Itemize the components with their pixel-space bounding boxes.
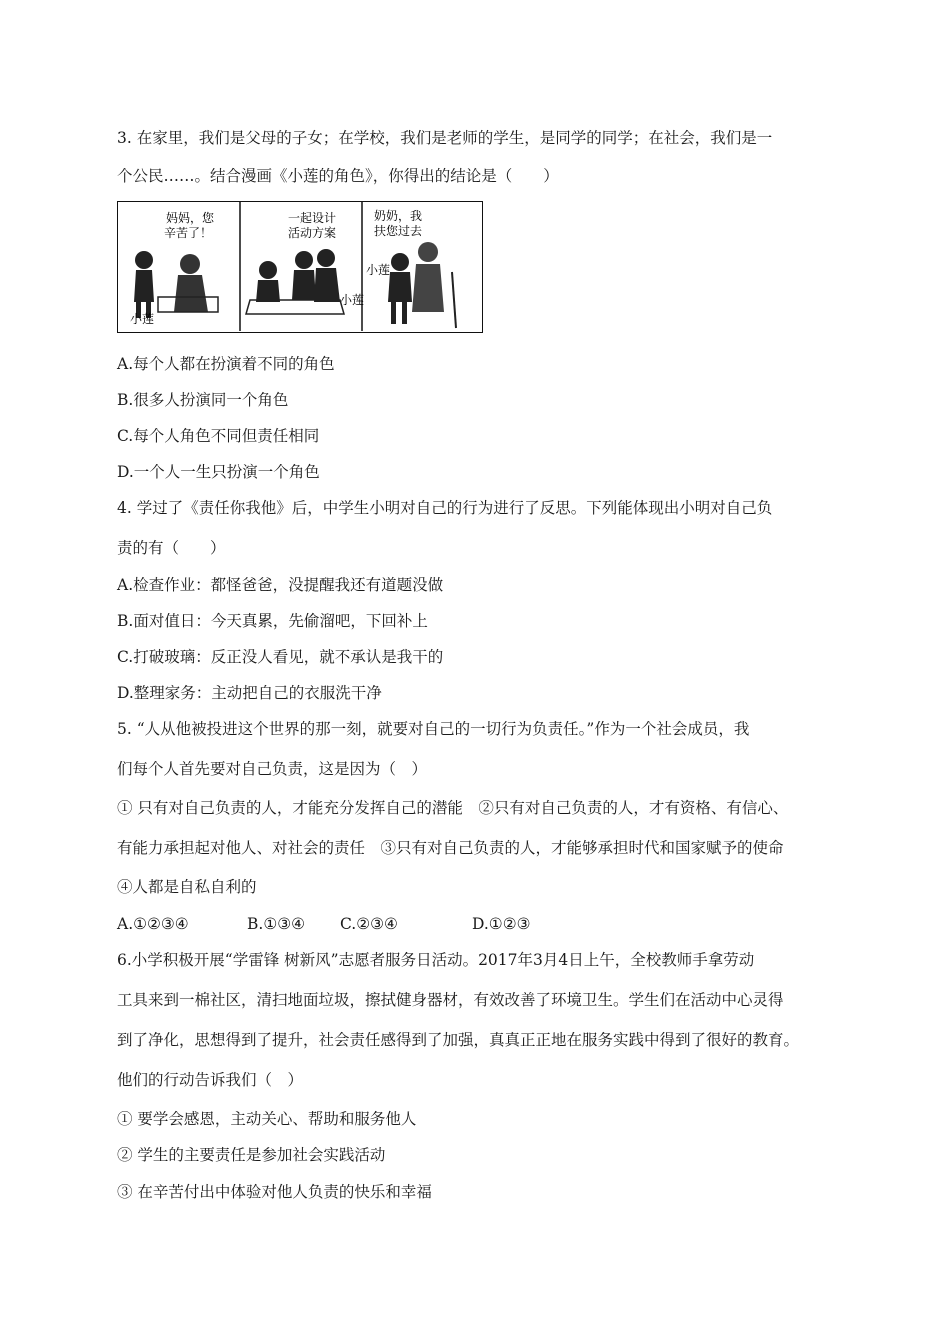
q4-option-c: C.打破玻璃：反正没人看见，就不承认是我干的: [117, 648, 444, 666]
q6-stem-line1: 6.小学积极开展“学雷锋 树新风”志愿者服务日活动。2017年3月4日上午，全校教师手拿劳动: [117, 951, 755, 969]
q3-option-a: A.每个人都在扮演着不同的角色: [117, 355, 335, 373]
comic-panel-3: [366, 208, 456, 328]
panel2-name-label: 小莲: [340, 293, 365, 307]
q4-stem-line2: 责的有（ ）: [117, 539, 226, 557]
comic-panel-1: [130, 210, 218, 326]
q3-option-b: B.很多人扮演同一个角色: [117, 391, 289, 409]
panel3-bubble-line2: 扶您过去: [374, 224, 423, 238]
mother-figure: [174, 254, 208, 312]
q5-stem-line1: 5. “人从他被投进这个世界的那一刻，就要对自己的一切行为负责任。”作为一个社会成员，我: [117, 720, 750, 738]
q5-statement-line2: 有能力承担起对他人、对社会的责任 ③只有对自己负责的人，才能够承担时代和国家赋予的使命: [117, 839, 784, 857]
comic-panel-2: [246, 210, 364, 314]
q3-option-d: D.一个人一生只扮演一个角色: [117, 463, 320, 481]
q4-stem-line1: 4. 学过了《责任你我他》后，中学生小明对自己的行为进行了反思。下列能体现出小明对自己负: [117, 499, 773, 517]
q4-option-b: B.面对值日：今天真累，先偷溜吧，下回补上: [117, 612, 428, 630]
panel2-bubble-line2: 活动方案: [288, 226, 337, 240]
panel3-bubble-line1: 奶奶，我: [374, 209, 423, 223]
q3-stem-line2: 个公民……。结合漫画《小莲的角色》，你得出的结论是（ ）: [117, 167, 559, 185]
girl-figure: [134, 251, 154, 318]
panel1-name-label: 小莲: [130, 312, 155, 326]
q5-option-b: B.①③④: [247, 915, 306, 933]
classmates-figures: [256, 249, 340, 302]
comic-xiaolian-roles: [117, 201, 483, 333]
q5-option-d: D.①②③: [472, 915, 531, 933]
q5-statement-line3: ④人都是自私自利的: [117, 878, 257, 896]
panel3-name-label: 小莲: [366, 263, 391, 277]
grandma-figure: [412, 242, 456, 328]
q5-option-c: C.②③④: [340, 915, 398, 933]
q5-option-a: A.①②③④: [117, 915, 189, 933]
q3-option-c: C.每个人角色不同但责任相同: [117, 427, 320, 445]
q5-stem-line2: 们每个人首先要对自己负责，这是因为（ ）: [117, 760, 428, 778]
xiaolian-figure: [388, 253, 412, 324]
q5-statement-line1: ① 只有对自己负责的人，才能充分发挥自己的潜能 ②只有对自己负责的人，才有资格、有信心、: [117, 799, 789, 817]
q4-option-a: A.检查作业：都怪爸爸，没提醒我还有道题没做: [117, 576, 444, 594]
q6-item-2: ② 学生的主要责任是参加社会实践活动: [117, 1146, 386, 1164]
q6-stem-line2: 工具来到一棉社区，清扫地面垃圾，擦拭健身器材，有效改善了环境卫生。学生们在活动中心灵得: [117, 991, 784, 1009]
q6-item-3: ③ 在辛苦付出中体验对他人负责的快乐和幸福: [117, 1183, 432, 1201]
q6-stem-line3: 到了净化，思想得到了提升，社会责任感得到了加强，真真正正地在服务实践中得到了很好的教育。: [117, 1031, 800, 1049]
panel2-bubble-line1: 一起设计: [288, 211, 337, 225]
q6-item-1: ① 要学会感恩，主动关心、帮助和服务他人: [117, 1110, 417, 1128]
q6-stem-line4: 他们的行动告诉我们（ ）: [117, 1071, 304, 1089]
panel1-bubble-line2: 辛苦了！: [164, 226, 213, 240]
panel1-bubble-line1: 妈妈，您: [166, 211, 215, 225]
q3-stem-line1: 3. 在家里，我们是父母的子女；在学校，我们是老师的学生，是同学的同学；在社会，我们是一: [117, 129, 773, 147]
q4-option-d: D.整理家务：主动把自己的衣服洗干净: [117, 684, 382, 702]
